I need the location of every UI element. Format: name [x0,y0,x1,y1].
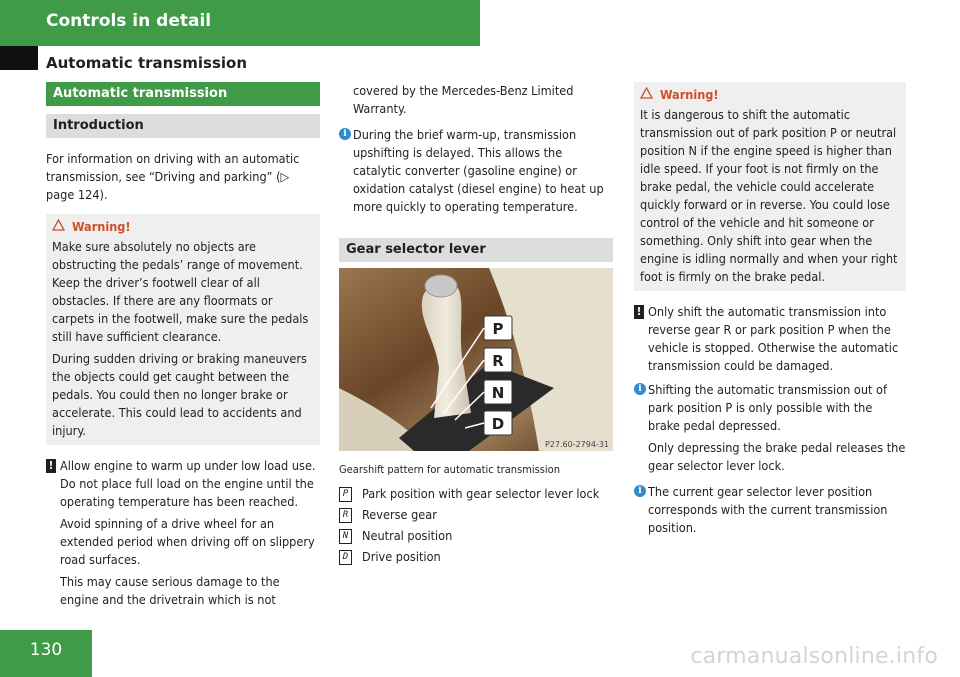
warning-box-pedals [46,214,320,445]
info-shift-lock-p1: Shifting the automatic transmission out of park position P is only possible with the brake pedal depressed. [648,382,887,433]
intro-paragraph [46,150,320,204]
photo-label-n: N [491,384,505,402]
column-1 [46,82,320,615]
warning-triangle-icon [52,218,66,236]
info-current-position-text: The current gear selector lever position corresponds with the current transmission position. [648,484,888,535]
legend-item [339,548,613,566]
legend-text-r: Reverse gear [362,507,437,522]
warning-triangle-icon [640,86,654,104]
note-engine-warmup [46,457,320,609]
gear-selector-photo [339,268,613,451]
photo-label-p: P [492,320,504,338]
chapter-title: Controls in detail [46,11,212,31]
warning-paragraph-2: During sudden driving or braking maneuvers the objects could get caught between the pedals. You could then no longer brake or accelerate. This could lead to accidents and injury. [52,351,307,438]
legend-item [339,485,613,503]
photo-label-d: D [491,415,505,433]
note-paragraph-3: This may cause serious damage to the engine and the drivetrain which is not [60,574,280,607]
page-number: 130 [29,640,63,660]
gear-selector-illustration [339,268,613,451]
info-warmup [339,126,613,216]
info-icon: i [634,383,646,395]
page-reference-link[interactable]: ▷ page 124). [46,169,290,202]
photo-code: P27.60-2794-31 [544,440,609,449]
legend-text-p: Park position with gear selector lever lock [362,486,600,501]
warning-paragraph-1: Make sure absolutely no objects are obstructing the pedals’ range of movement. Keep the driver’s footwell clear of all obstacles. If there are any floormats or carpets in the footwell, make sure the pedals still have sufficient clearance. [52,239,309,344]
watermark-text: carmanualsonline.info [690,644,938,669]
section-heading-gear-selector: Gear selector lever [339,238,613,262]
note-reverse-park [634,303,906,375]
photo-label-r: R [492,352,504,370]
legend-key-d: D [339,550,352,565]
note-reverse-park-text: Only shift the automatic transmission into reverse gear R or park position P when the vehicle is stopped. Otherwise the automatic transmission could be damaged. [648,304,899,373]
section-heading-automatic-transmission: Automatic transmission [46,82,320,106]
column-3 [634,82,906,545]
legend-text-d: Drive position [362,549,441,564]
legend-item [339,527,613,545]
warning-title-text: Warning! [72,219,131,234]
warning-box-shifting [634,82,906,291]
info-icon: i [339,128,351,140]
legend-key-r: R [339,508,352,523]
note-paragraph-2: Avoid spinning of a drive wheel for an extended period when driving off on slippery road surfaces. [60,516,315,567]
warning-title [52,218,314,236]
exclamation-icon: ! [634,305,644,319]
chapter-header-bar [0,0,480,46]
photo-caption: Gearshift pattern for automatic transmission [339,463,561,476]
info-shift-lock [634,381,906,475]
continued-paragraph: covered by the Mercedes-Benz Limited Warranty. [353,83,574,116]
note-paragraph-1: Allow engine to warm up under low load use. Do not place full load on the engine until the operating temperature has been reached. [60,458,316,509]
subsection-heading-introduction: Introduction [46,114,320,138]
section-marker [0,46,38,70]
legend-key-p: P [339,487,352,502]
section-title: Automatic transmission [46,54,247,72]
warning-title-text: Warning! [660,87,719,102]
legend-text-n: Neutral position [362,528,453,543]
info-current-position [634,483,906,537]
exclamation-icon: ! [46,459,56,473]
warning-title [640,86,900,104]
page-number-box [0,630,92,677]
info-icon: i [634,485,646,497]
legend-item [339,506,613,524]
warning-shifting-text: It is dangerous to shift the automatic transmission out of park position P or neutral position N if the engine speed is higher than idle speed. If your foot is not firmly on the brake pedal, the vehicle could accelerate quickly forward or in reverse. You could lose control of the vehicle and hit someone or something. Only shift into gear when the engine is idling normally and when your right foot is firmly on the brake pedal. [640,107,898,284]
info-shift-lock-p2: Only depressing the brake pedal releases the gear selector lever lock. [648,440,906,473]
legend-key-n: N [339,529,352,544]
info-warmup-text: During the brief warm-up, transmission upshifting is delayed. This allows the catalytic converter (gasoline engine) or oxidation catalyst (diesel engine) to heat up more quickly to operating temperature. [353,127,604,214]
column-2 [339,82,613,569]
intro-text: For information on driving with an automatic transmission, see “Driving and parking” ( [46,151,300,184]
